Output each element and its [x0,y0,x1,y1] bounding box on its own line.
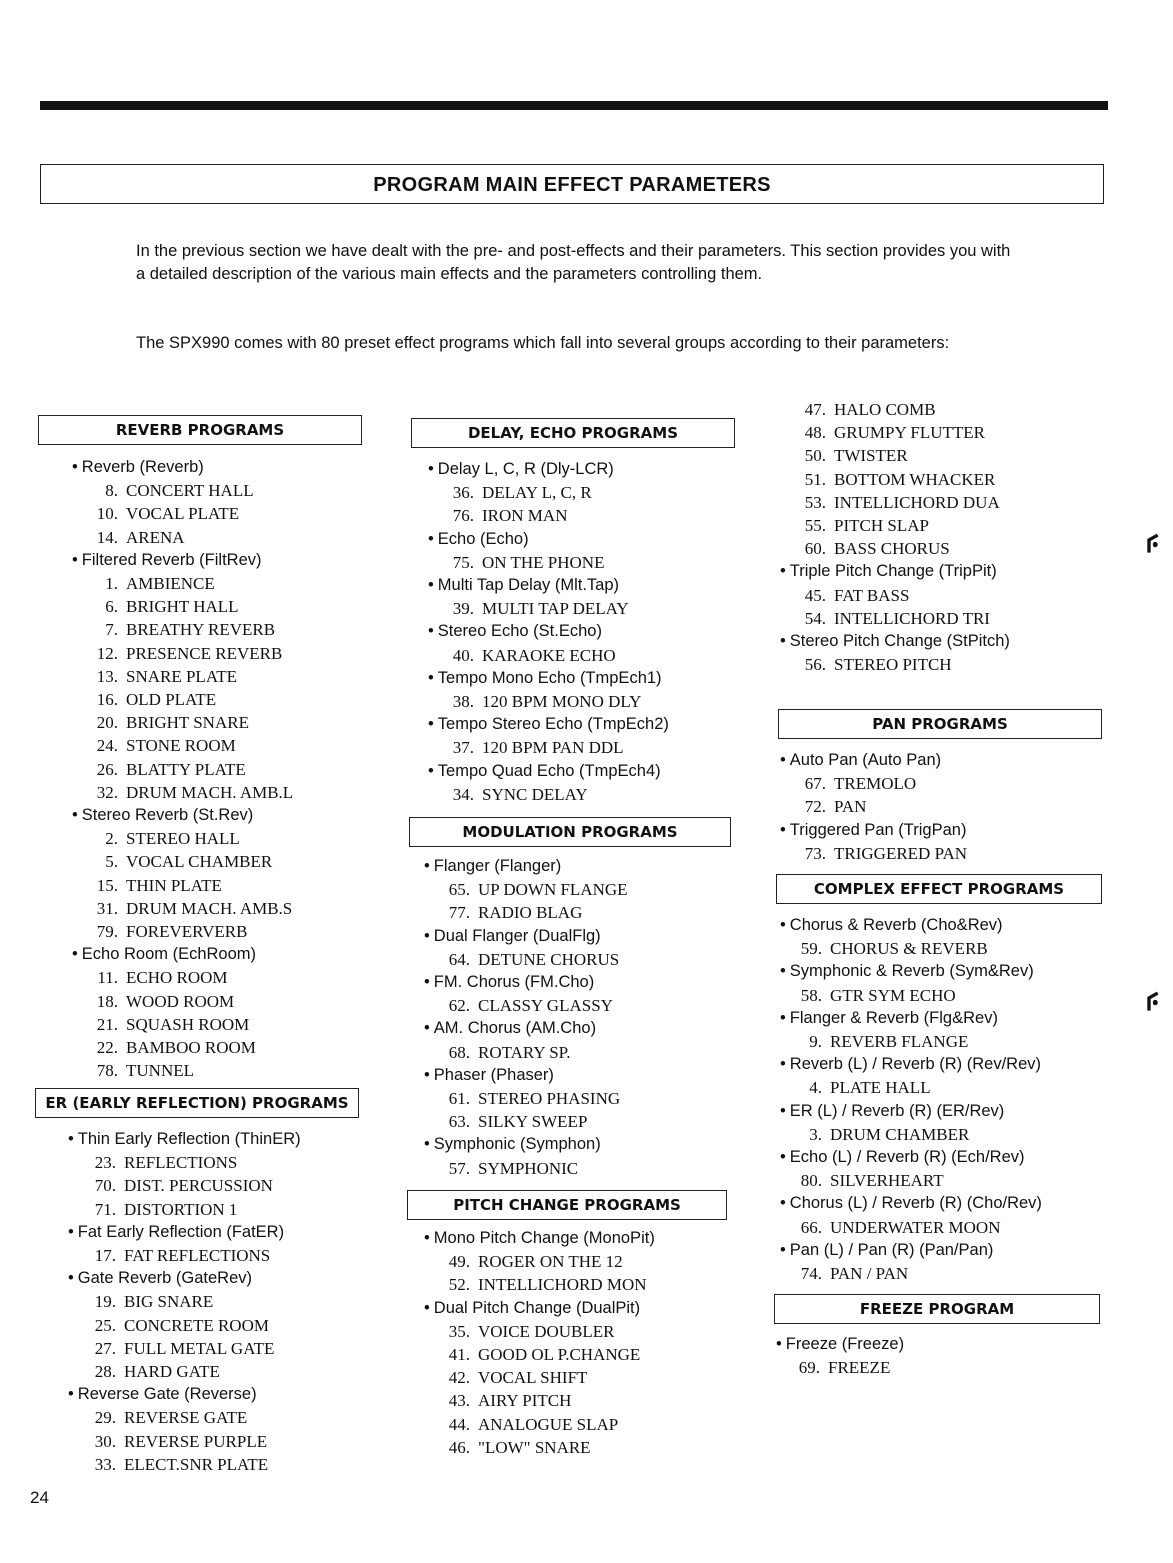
effect-group-label: • Flanger (Flanger) [424,857,561,876]
program-item [80,1339,274,1359]
program-item [438,599,629,619]
program-number: 2. [105,829,118,849]
program-name: TWISTER [834,446,908,466]
program-item [82,899,292,919]
program-name: BIG SNARE [124,1292,214,1312]
program-item [786,1218,1000,1238]
program-item [434,996,613,1016]
program-number: 51. [804,469,826,489]
program-name: DRUM MACH. AMB.L [126,782,294,802]
program-name: STEREO HALL [126,829,240,849]
program-item [80,1292,213,1312]
program-number: 58. [800,985,822,1005]
program-number: 77. [448,903,470,923]
effect-group-label: • Multi Tap Delay (Mlt.Tap) [428,576,619,595]
program-number: 69. [798,1358,820,1378]
program-name: FAT REFLECTIONS [124,1246,271,1265]
program-name: PLATE HALL [830,1078,931,1098]
program-number: 46. [448,1437,470,1457]
program-item [438,785,588,805]
effect-group-label: • FM. Chorus (FM.Cho) [424,973,594,992]
program-item [434,1438,591,1458]
program-item [786,939,988,959]
program-name: INTELLICHORD TRI [834,608,990,628]
scan-mark: ⸄ [1143,526,1163,573]
program-item [82,1038,256,1058]
program-name: BREATHY REVERB [126,620,276,640]
program-name: VOCAL CHAMBER [126,852,273,872]
program-item [434,950,619,970]
program-name: DISTORTION 1 [124,1199,238,1219]
program-item [82,783,293,803]
program-number: 60. [804,539,826,559]
program-number: 43. [448,1391,470,1411]
effect-group-label: • Dual Flanger (DualFlg) [424,927,601,946]
scan-mark: ⸄ [1143,984,1163,1031]
program-name: TRIGGERED PAN [834,843,968,863]
program-number: 79. [96,922,118,941]
program-name: VOCAL PLATE [126,504,240,524]
section-heading-pan: PAN PROGRAMS [778,709,1102,739]
program-number: 3. [809,1124,822,1144]
effect-group-label: • Stereo Echo (St.Echo) [428,622,602,641]
program-number: 21. [96,1014,118,1034]
program-item [82,504,239,524]
program-number: 64. [448,949,470,969]
program-item [82,760,246,780]
program-number: 1. [105,574,118,593]
program-number: 66. [800,1217,822,1237]
program-item [80,1176,273,1196]
program-number: 55. [804,516,826,535]
program-number: 20. [96,713,118,733]
program-number: 9. [809,1032,822,1051]
program-number: 54. [804,608,826,628]
program-name: CLASSY GLASSY [478,996,613,1016]
program-name: FOREVERVERB [126,922,248,941]
program-item [434,880,628,900]
program-number: 13. [96,666,118,686]
effect-group-label: • Tempo Quad Echo (TmpEch4) [428,762,661,781]
program-name: BOTTOM WHACKER [834,469,996,489]
program-item [790,470,995,490]
program-number: 37. [452,738,474,758]
program-item [82,481,254,501]
program-item [434,1368,587,1388]
program-name: 120 BPM PAN DDL [482,738,624,758]
program-number: 76. [452,506,474,526]
program-number: 12. [96,643,118,663]
program-number: 14. [96,527,118,547]
program-item [434,903,582,923]
program-number: 39. [452,599,474,619]
effect-group-label: • Stereo Reverb (St.Rev) [72,806,253,825]
program-item [82,1061,194,1081]
program-number: 38. [452,692,474,711]
program-name: SILVERHEART [830,1171,944,1191]
program-name: REVERSE PURPLE [124,1431,268,1451]
program-item [786,1078,931,1098]
program-name: BRIGHT SNARE [126,713,249,733]
program-item [790,400,936,420]
program-number: 50. [804,446,826,466]
program-name: ELECT.SNR PLATE [124,1454,269,1474]
section-heading-reverb: REVERB PROGRAMS [38,415,362,445]
program-name: DETUNE CHORUS [478,949,620,969]
program-item [790,423,985,443]
program-number: 65. [448,880,470,900]
program-number: 72. [804,797,826,817]
program-item [790,797,866,817]
program-number: 59. [800,939,822,959]
program-number: 36. [452,483,474,503]
program-name: CONCERT HALL [126,481,254,501]
program-number: 25. [94,1315,116,1335]
program-name: PRESENCE REVERB [126,643,283,663]
program-item [434,1112,587,1132]
effect-group-label: • Triggered Pan (TrigPan) [780,821,966,840]
program-number: 63. [448,1112,470,1132]
program-number: 19. [94,1292,116,1312]
program-name: GTR SYM ECHO [830,985,956,1005]
program-name: GRUMPY FLUTTER [834,423,985,443]
effect-group-label: • Mono Pitch Change (MonoPit) [424,1229,655,1248]
program-item [80,1362,220,1382]
effect-group-label: • Stereo Pitch Change (StPitch) [780,632,1010,651]
effect-group-label: • Pan (L) / Pan (R) (Pan/Pan) [780,1241,993,1260]
program-name: SQUASH ROOM [126,1014,250,1034]
section-heading-er: ER (EARLY REFLECTION) PROGRAMS [35,1088,359,1118]
program-number: 23. [94,1153,116,1173]
program-item [786,1264,908,1284]
program-name: SYNC DELAY [482,784,588,804]
section-heading-freeze: FREEZE PROGRAM [774,1294,1100,1324]
program-number: 70. [94,1176,116,1196]
program-name: BLATTY PLATE [126,759,246,779]
program-number: 22. [96,1038,118,1057]
program-number: 30. [94,1431,116,1451]
program-item [438,646,616,666]
program-name: STEREO PITCH [834,655,952,675]
program-name: FAT BASS [834,585,910,605]
program-number: 32. [96,782,118,802]
program-name: REVERSE GATE [124,1408,248,1428]
effect-group-label: • Reverse Gate (Reverse) [68,1385,257,1404]
program-number: 15. [96,875,118,895]
program-item [790,844,967,864]
program-number: 75. [452,552,474,572]
page-number: 24 [30,1488,49,1507]
effect-group-label: • Delay L, C, R (Dly-LCR) [428,460,614,479]
program-name: FREEZE [828,1358,891,1378]
program-item [790,493,1000,513]
program-item [434,1345,640,1365]
program-number: 71. [94,1199,116,1219]
program-number: 49. [448,1252,470,1272]
program-number: 29. [94,1408,116,1428]
program-name: INTELLICHORD DUA [834,492,1000,512]
program-name: STEREO PHASING [478,1089,621,1108]
program-name: PAN / PAN [830,1264,909,1283]
program-item [80,1246,270,1266]
program-item [82,829,240,849]
program-number: 41. [448,1345,470,1364]
program-number: 57. [448,1158,470,1178]
program-item [438,692,641,712]
effect-group-label: • Tempo Mono Echo (TmpEch1) [428,669,662,688]
program-name: VOCAL SHIFT [478,1368,588,1388]
effect-group-label: • Echo (Echo) [428,530,529,549]
program-name: RADIO BLAG [478,903,583,923]
program-number: 7. [105,620,118,640]
program-item [80,1200,237,1220]
program-item [80,1432,267,1452]
program-item [82,644,282,664]
page-title: PROGRAM MAIN EFFECT PARAMETERS [373,174,771,196]
program-item [82,667,237,687]
effect-group-label: • Chorus & Reverb (Cho&Rev) [780,916,1003,935]
program-number: 33. [94,1454,116,1474]
program-number: 61. [448,1089,470,1108]
section-heading-pitch: PITCH CHANGE PROGRAMS [407,1190,727,1220]
program-item [82,528,185,548]
effect-group-label: • Thin Early Reflection (ThinER) [68,1130,301,1149]
program-name: SYMPHONIC [478,1158,579,1178]
program-item [80,1408,247,1428]
program-item [438,506,567,526]
section-heading-modulation: MODULATION PROGRAMS [409,817,731,847]
program-item [434,1159,578,1179]
program-item [80,1316,269,1336]
program-number: 35. [448,1321,470,1341]
program-name: TREMOLO [834,774,917,794]
effect-group-label: • Tempo Stereo Echo (TmpEch2) [428,715,669,734]
program-item [786,1032,968,1052]
program-item [438,738,624,758]
program-item [790,609,990,629]
program-name: PAN [834,797,867,817]
effect-group-label: • Freeze (Freeze) [776,1335,904,1354]
program-number: 73. [804,843,826,863]
program-item [434,1391,571,1411]
effect-group-label: • ER (L) / Reverb (R) (ER/Rev) [780,1102,1004,1121]
program-name: BRIGHT HALL [126,597,239,617]
effect-group-label: • Reverb (Reverb) [72,458,204,477]
top-rule [40,101,1108,110]
effect-group-label: • Gate Reverb (GateRev) [68,1269,252,1288]
program-item [784,1358,890,1378]
effect-group-label: • Dual Pitch Change (DualPit) [424,1299,640,1318]
effect-group-label: • Phaser (Phaser) [424,1066,554,1085]
effect-group-label: • Fat Early Reflection (FatER) [68,1223,284,1242]
program-name: ECHO ROOM [126,968,228,988]
program-name: THIN PLATE [126,875,222,895]
program-item [82,620,275,640]
program-name: CHORUS & REVERB [830,939,988,959]
program-name: ROTARY SP. [478,1042,571,1062]
program-item [82,1015,249,1035]
program-number: 16. [96,690,118,709]
program-name: UP DOWN FLANGE [478,880,628,900]
intro-paragraph-2: The SPX990 comes with 80 preset effect programs which fall into several groups according to their parameters: [136,334,950,352]
program-number: 27. [94,1338,116,1358]
program-name: HARD GATE [124,1362,220,1381]
program-number: 42. [448,1368,470,1388]
program-number: 45. [804,585,826,605]
program-name: MULTI TAP DELAY [482,599,629,619]
effect-group-label: • Triple Pitch Change (TripPit) [780,562,997,581]
program-name: BASS CHORUS [834,539,950,559]
program-name: OLD PLATE [126,690,217,709]
program-name: ANALOGUE SLAP [478,1414,619,1434]
program-name: ARENA [126,527,185,547]
program-number: 5. [105,852,118,872]
program-number: 11. [97,968,118,988]
program-name: DRUM MACH. AMB.S [126,898,293,918]
program-name: VOICE DOUBLER [478,1321,615,1341]
program-name: DIST. PERCUSSION [124,1176,273,1196]
effect-group-label: • Reverb (L) / Reverb (R) (Rev/Rev) [780,1055,1041,1074]
program-number: 47. [804,400,826,419]
intro-paragraph-1: In the previous section we have dealt with the pre- and post-effects and their parameters. This section provides you with a detailed description of the various main effects and the parameters controlling them. [136,242,1011,283]
program-name: GOOD OL P.CHANGE [478,1345,641,1364]
program-name: ON THE PHONE [482,552,605,572]
program-item [82,852,272,872]
program-number: 40. [452,645,474,665]
program-item [438,553,604,573]
program-item [80,1153,237,1173]
program-name: WOOD ROOM [126,991,235,1011]
effect-group-label: • Auto Pan (Auto Pan) [780,751,941,770]
program-item [786,986,956,1006]
program-item [82,968,228,988]
effect-group-label: • Echo (L) / Reverb (R) (Ech/Rev) [780,1148,1025,1167]
program-number: 10. [96,504,118,524]
section-heading-delay: DELAY, ECHO PROGRAMS [411,418,735,448]
effect-group-label: • Flanger & Reverb (Flg&Rev) [780,1009,998,1028]
program-name: REFLECTIONS [124,1153,238,1173]
program-item [82,876,222,896]
program-number: 6. [105,597,118,617]
program-item [80,1455,268,1475]
program-name: UNDERWATER MOON [830,1217,1001,1237]
program-name: 120 BPM MONO DLY [482,692,642,711]
effect-group-label: • Echo Room (EchRoom) [72,945,256,964]
program-number: 31. [96,898,118,918]
program-number: 67. [804,774,826,794]
title-box [40,164,1104,204]
program-name: AIRY PITCH [478,1391,572,1411]
program-name: FULL METAL GATE [124,1338,275,1358]
program-number: 68. [448,1042,470,1062]
program-name: ROGER ON THE 12 [478,1252,623,1272]
program-item [82,690,216,710]
program-item [434,1252,623,1272]
program-number: 18. [96,991,118,1011]
program-item [786,1171,944,1191]
program-number: 56. [804,655,826,675]
program-number: 17. [94,1246,116,1265]
program-name: STONE ROOM [126,736,236,756]
program-number: 52. [448,1275,470,1295]
program-name: KARAOKE ECHO [482,645,616,665]
effect-group-label: • Chorus (L) / Reverb (R) (Cho/Rev) [780,1194,1042,1213]
program-name: TUNNEL [126,1061,194,1081]
program-item [82,574,215,594]
program-name: SNARE PLATE [126,666,237,686]
program-number: 74. [800,1264,822,1283]
program-number: 48. [804,423,826,443]
program-number: 8. [105,481,118,501]
program-item [790,655,952,675]
program-item [790,539,950,559]
program-item [82,922,247,942]
program-item [438,483,592,503]
program-name: DRUM CHAMBER [830,1124,970,1144]
program-number: 4. [809,1078,822,1098]
program-item [82,597,239,617]
program-item [434,1043,571,1063]
program-item [790,446,908,466]
program-number: 80. [800,1171,822,1191]
section-heading-complex: COMPLEX EFFECT PROGRAMS [776,874,1102,904]
program-item [790,586,909,606]
program-name: REVERB FLANGE [830,1032,969,1051]
program-name: BAMBOO ROOM [126,1038,256,1057]
program-item [434,1089,620,1109]
program-number: 26. [96,759,118,779]
program-item [786,1125,969,1145]
program-item [434,1275,647,1295]
program-item [82,736,236,756]
program-number: 28. [94,1362,116,1381]
program-item [434,1322,614,1342]
effect-group-label: • AM. Chorus (AM.Cho) [424,1019,596,1038]
program-name: "LOW" SNARE [478,1437,591,1457]
program-name: HALO COMB [834,400,936,419]
program-name: PITCH SLAP [834,516,929,535]
effect-group-label: • Symphonic & Reverb (Sym&Rev) [780,962,1034,981]
program-number: 24. [96,736,118,756]
effect-group-label: • Filtered Reverb (FiltRev) [72,551,262,570]
effect-group-label: • Symphonic (Symphon) [424,1135,601,1154]
program-item [790,516,929,536]
program-number: 44. [448,1414,470,1434]
program-name: DELAY L, C, R [482,483,592,503]
program-name: CONCRETE ROOM [124,1315,269,1335]
program-number: 78. [96,1061,118,1081]
program-number: 62. [448,996,470,1016]
program-item [434,1415,618,1435]
program-item [82,992,234,1012]
program-item [790,774,916,794]
program-item [82,713,249,733]
program-name: SILKY SWEEP [478,1112,588,1132]
program-number: 53. [804,492,826,512]
program-number: 34. [452,784,474,804]
program-name: AMBIENCE [126,574,215,593]
program-name: IRON MAN [482,506,568,526]
program-name: INTELLICHORD MON [478,1275,647,1295]
